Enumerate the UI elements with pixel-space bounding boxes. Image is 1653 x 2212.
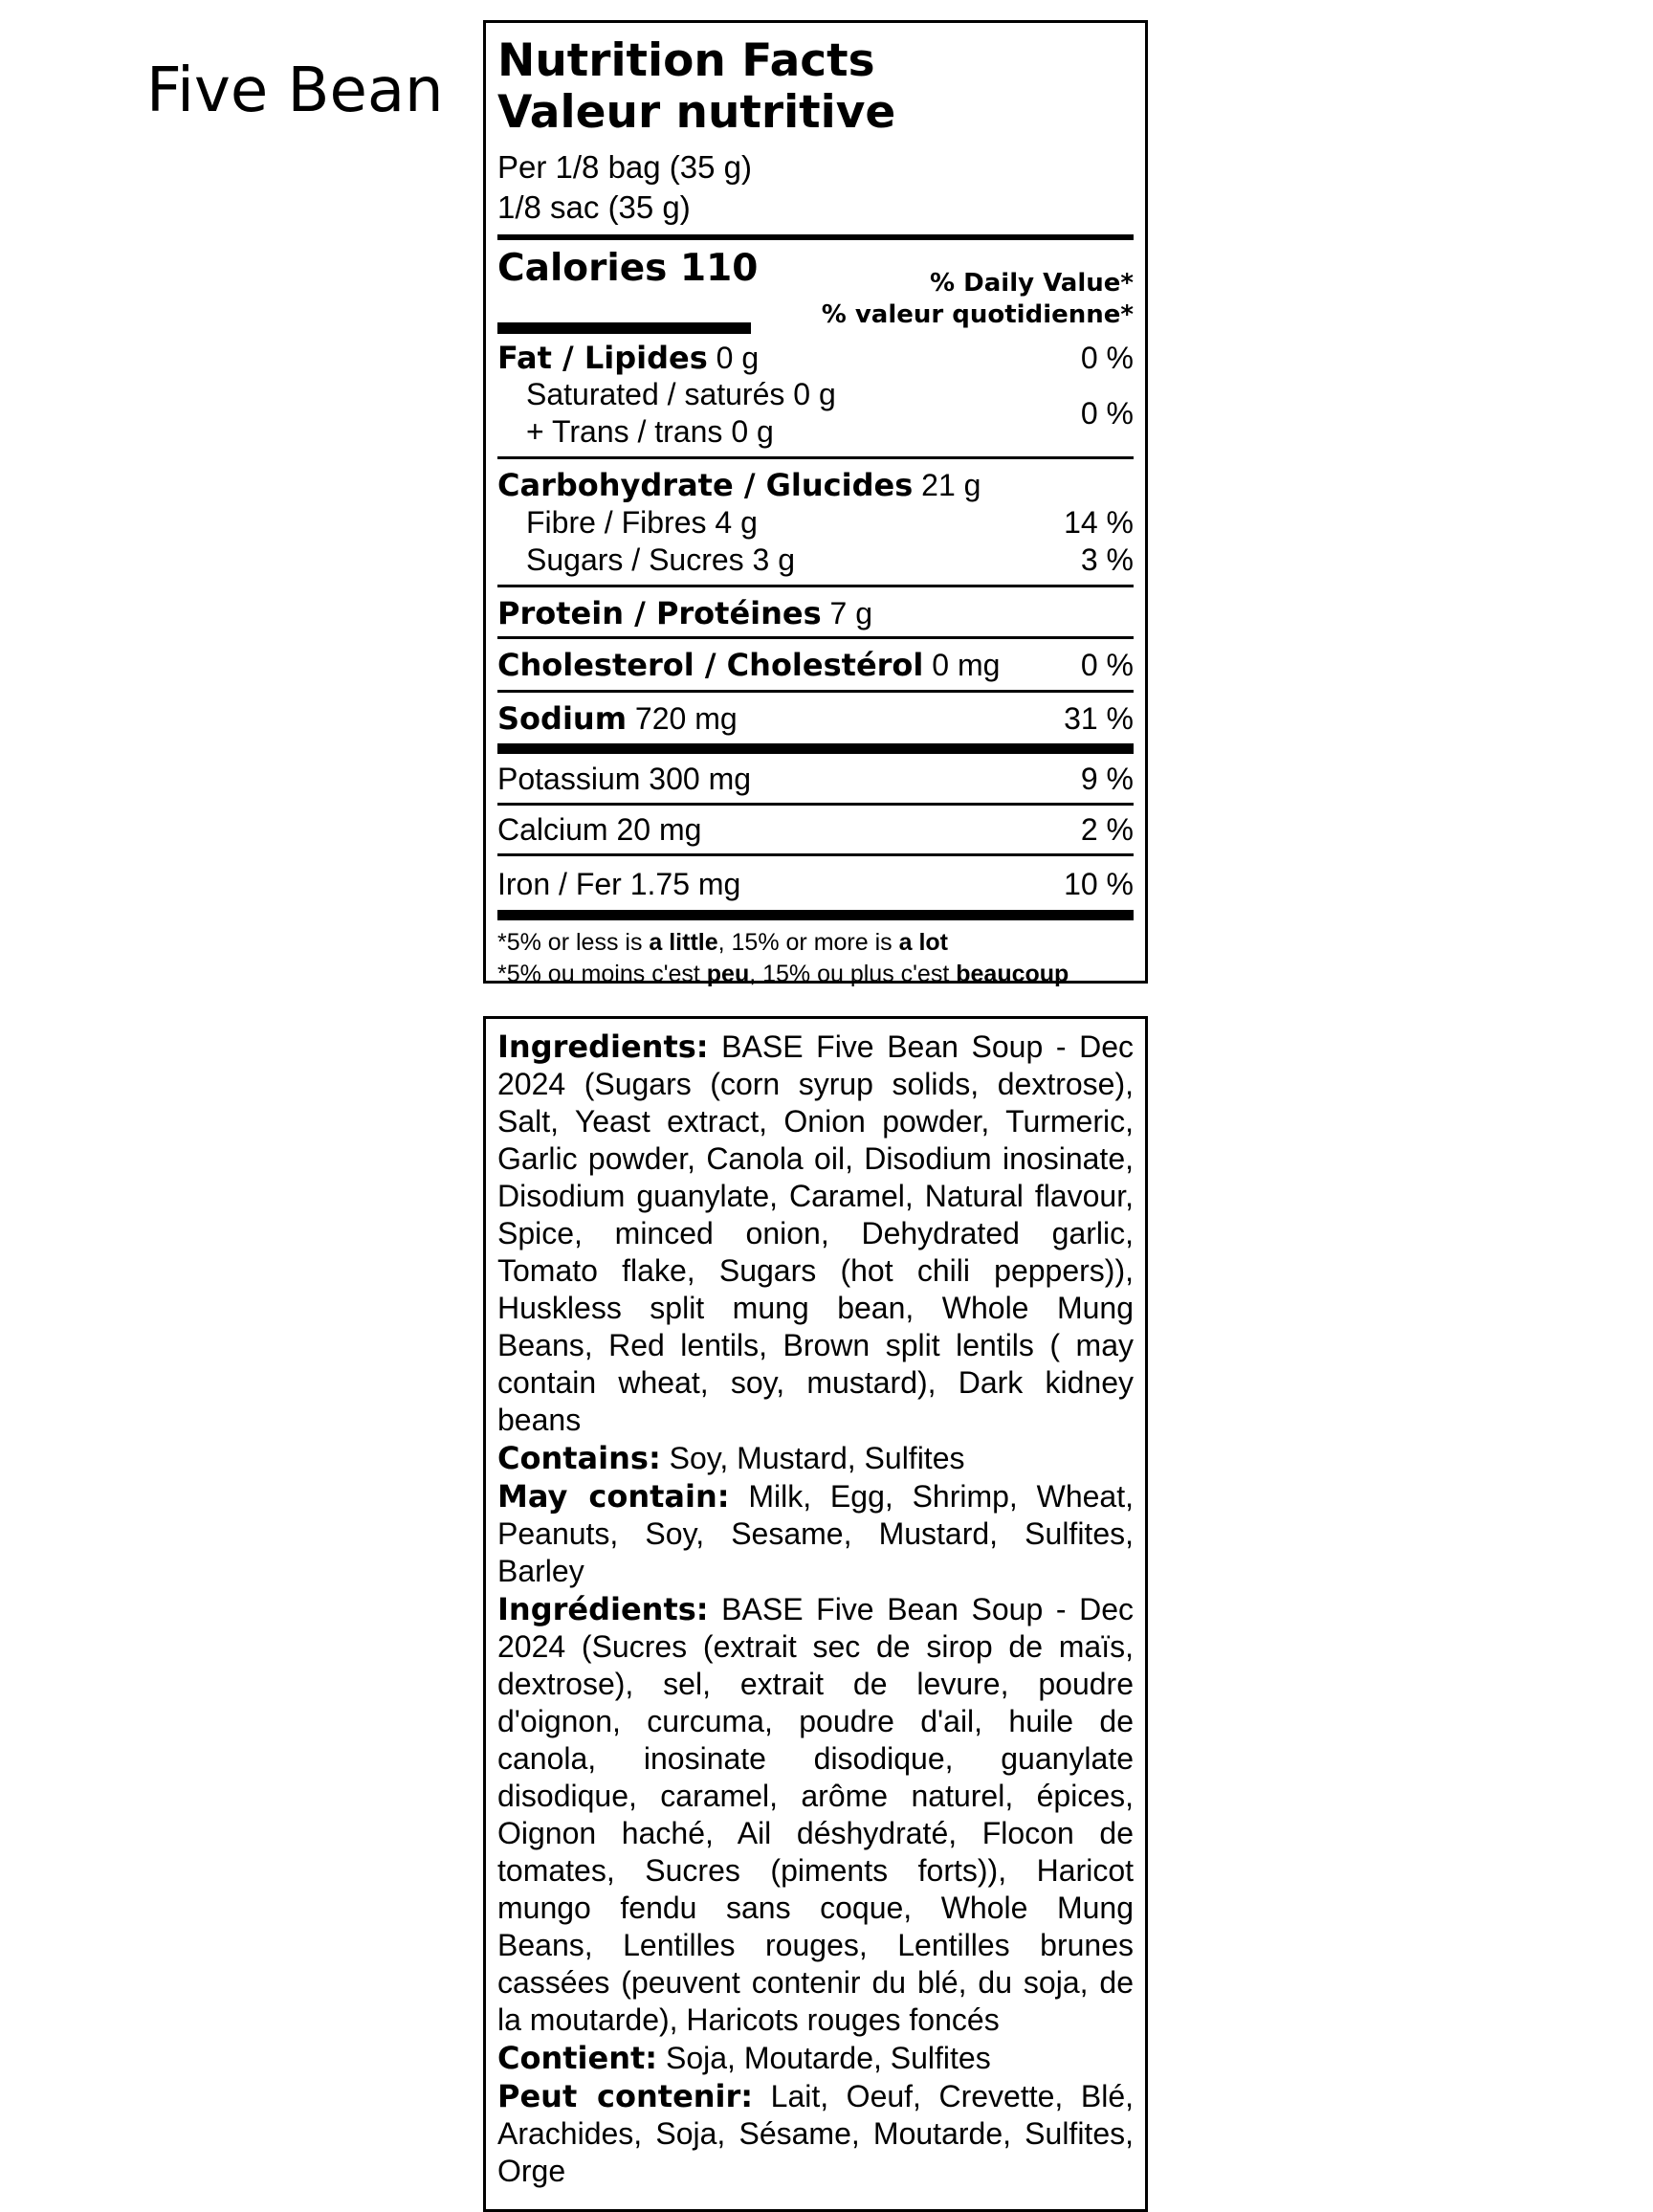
- iron-text: Iron / Fer 1.75 mg: [497, 867, 741, 901]
- contains-en-label: Contains:: [497, 1440, 661, 1476]
- sugars-row: [497, 541, 1134, 579]
- divider: [497, 636, 1134, 639]
- ingredients-fr: [497, 1591, 1134, 2039]
- footnote-fr-text: , 15% ou plus c'est: [749, 961, 957, 987]
- fibre-percent: 14 %: [1064, 505, 1134, 540]
- sodium-label: Sodium: [497, 700, 628, 737]
- potassium-percent: 9 %: [1080, 762, 1134, 796]
- contains-fr-text: Soja, Moutarde, Sulfites: [657, 2041, 991, 2075]
- ingredients-fr-text: BASE Five Bean Soup - Dec 2024 (Sucres (extrait sec de sirop de maïs, dextrose), sel, extrait de levure, poudre d'oignon, curcuma, poudre d'ail, huile de canola, inosinate disodique, guanylate disodique, caramel, arôme naturel, épices, Oignon haché, Ail déshydraté, Flocon de tomates, Sucres (piments forts)), Haricot mungo fendu sans coque, Whole Mung Beans, Lentilles rouges, Lentilles brunes cassées (peuvent contenir du blé, du soja, de la moutarde), Haricots rouges foncés: [497, 1592, 1134, 2037]
- ingredients-fr-label: Ingrédients:: [497, 1591, 709, 1627]
- divider: [497, 853, 1134, 856]
- contains-en: [497, 1440, 1134, 1477]
- footnote-en-text: *5% or less is: [497, 929, 650, 956]
- cholesterol-row: [497, 646, 1134, 684]
- fat-row: [497, 339, 1134, 377]
- divider: [497, 803, 1134, 806]
- divider-thick: [497, 234, 1134, 240]
- may-contain-fr-label: Peut contenir:: [497, 2078, 754, 2114]
- cholesterol-label: Cholesterol / Cholestérol: [497, 647, 924, 683]
- daily-value-header-en: % Daily Value*: [930, 269, 1134, 298]
- carbohydrate-label: Carbohydrate / Glucides: [497, 467, 914, 503]
- divider: [497, 456, 1134, 459]
- protein-label: Protein / Protéines: [497, 595, 822, 631]
- calories: Calories 110: [497, 247, 759, 290]
- divider: [497, 585, 1134, 587]
- footnote-fr: [497, 959, 1134, 990]
- divider-thick: [497, 910, 1134, 920]
- nutrition-title-en: Nutrition Facts: [497, 34, 875, 87]
- fat-amount: 0 g: [707, 341, 760, 375]
- contains-fr-label: Contient:: [497, 2040, 658, 2076]
- product-name: Five Bean: [146, 55, 444, 126]
- sodium-percent: 31 %: [1064, 701, 1134, 736]
- footnote-fr-bold: beaucoup: [956, 961, 1069, 987]
- footnote-fr-bold: peu: [706, 961, 750, 987]
- fibre-row: [497, 503, 1134, 542]
- may-contain-fr: [497, 2078, 1134, 2190]
- footnote-fr-text: *5% ou moins c'est: [497, 961, 707, 987]
- footnote-en-text: , 15% or more is: [717, 929, 899, 956]
- calcium-text: Calcium 20 mg: [497, 812, 702, 847]
- daily-value-header-fr: % valeur quotidienne*: [821, 300, 1134, 329]
- iron-percent: 10 %: [1064, 867, 1134, 901]
- footnote-en-bold: a little: [649, 929, 718, 956]
- sat-trans-percent: 0 %: [1080, 396, 1134, 431]
- ingredients-en: [497, 1029, 1134, 1439]
- nutrition-facts-panel: [483, 20, 1148, 987]
- protein-amount: 7 g: [821, 596, 873, 630]
- saturated-row: [497, 375, 1134, 413]
- serving-size-en: Per 1/8 bag (35 g): [497, 149, 752, 185]
- nutrition-title-fr: Valeur nutritive: [497, 86, 896, 139]
- footnote-en: [497, 927, 1134, 959]
- potassium-text: Potassium 300 mg: [497, 762, 752, 796]
- fibre-text: Fibre / Fibres 4 g: [526, 505, 758, 540]
- saturated-text: Saturated / saturés 0 g: [526, 377, 836, 411]
- sodium-row: [497, 699, 1134, 738]
- may-contain-fr-text: Lait, Oeuf, Crevette, Blé, Arachides, Soja, Sésame, Moutarde, Sulfites, Orge: [497, 2079, 1134, 2188]
- contains-en-text: Soy, Mustard, Sulfites: [660, 1441, 965, 1475]
- calcium-row: [497, 810, 1134, 849]
- contains-fr: [497, 2040, 1134, 2077]
- ingredients-body: [497, 1029, 1134, 2191]
- divider-thick: [497, 743, 1134, 754]
- carbohydrate-row: [497, 466, 1134, 504]
- protein-row: [497, 594, 1134, 632]
- calcium-percent: 2 %: [1080, 812, 1134, 847]
- ingredients-panel: [483, 1016, 1148, 2212]
- divider: [497, 690, 1134, 693]
- serving-size-fr: 1/8 sac (35 g): [497, 189, 691, 225]
- trans-row: [497, 412, 1134, 451]
- sugars-percent: 3 %: [1080, 542, 1134, 577]
- fat-label: Fat / Lipides: [497, 340, 708, 376]
- potassium-row: [497, 760, 1134, 798]
- may-contain-en: [497, 1478, 1134, 1590]
- cholesterol-percent: 0 %: [1080, 648, 1134, 682]
- carbohydrate-amount: 21 g: [913, 468, 981, 502]
- may-contain-en-text: Milk, Egg, Shrimp, Wheat, Peanuts, Soy, Sesame, Mustard, Sulfites, Barley: [497, 1479, 1135, 1588]
- footnote-en-bold: a lot: [898, 929, 948, 956]
- fat-percent: 0 %: [1080, 341, 1134, 375]
- trans-text: + Trans / trans 0 g: [526, 414, 774, 449]
- iron-row: [497, 865, 1134, 903]
- ingredients-en-label: Ingredients:: [497, 1029, 709, 1065]
- sodium-amount: 720 mg: [627, 701, 738, 736]
- cholesterol-amount: 0 mg: [923, 648, 1001, 682]
- ingredients-en-text: BASE Five Bean Soup - Dec 2024 (Sugars (corn syrup solids, dextrose), Salt, Yeast extract, Onion powder, Turmeric, Garlic powder, Canola oil, Disodium inosinate, Disodium guanylate, Caramel, Natural flavour, Spice, minced onion, Dehydrated garlic, Tomato flake, Sugars (hot chili peppers)), Huskless split mung bean, Whole Mung Beans, Red lentils, Brown split lentils ( may contain wheat, soy, mustard), Dark kidney beans: [497, 1029, 1134, 1437]
- may-contain-en-label: May contain:: [497, 1478, 730, 1515]
- calories-bar: [497, 322, 751, 334]
- sugars-text: Sugars / Sucres 3 g: [526, 542, 796, 577]
